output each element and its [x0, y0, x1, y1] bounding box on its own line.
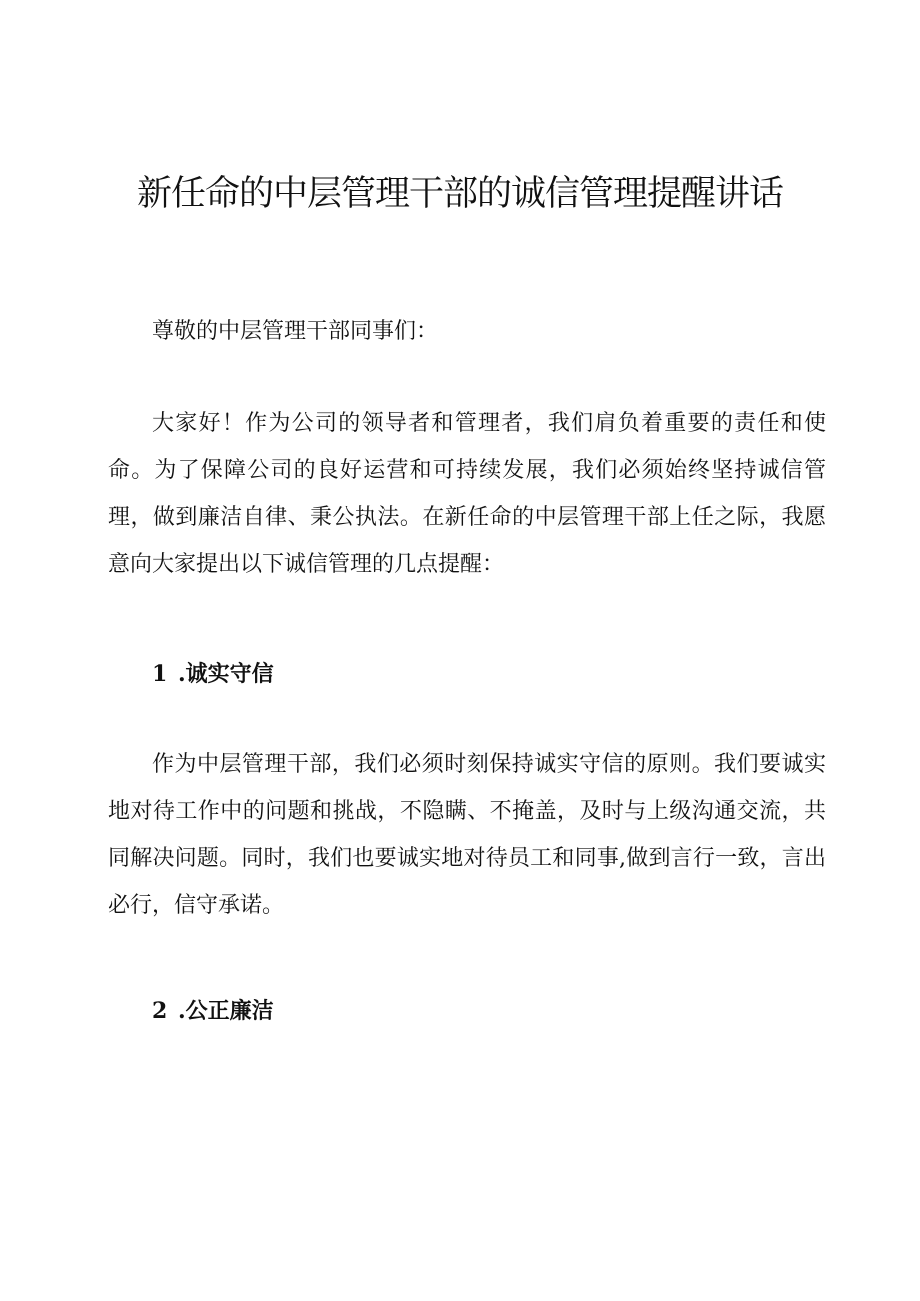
greeting: 尊敬的中层管理干部同事们：	[152, 319, 439, 344]
section-number: 2	[152, 998, 168, 1024]
section-title: .公正廉洁	[178, 998, 274, 1024]
intro-paragraph: 大家好！作为公司的领导者和管理者，我们肩负着重要的责任和使命。为了保障公司的良好运营和可持续发展，我们必须始终坚持诚信管理，做到廉洁自律、秉公执法。在新任命的中层管理干部上任之际，我愿意向大家提出以下诚信管理的几点提醒：	[108, 411, 826, 577]
section-heading-2	[152, 991, 274, 1031]
section-1-paragraph: 作为中层管理干部，我们必须时刻保持诚实守信的原则。我们要诚实地对待工作中的问题和挑战，不隐瞒、不掩盖，及时与上级沟通交流，共同解决问题。同时，我们也要诚实地对待员工和同事,做到言行一致，言出必行，信守承诺。	[108, 752, 826, 918]
section-title: .诚实守信	[178, 661, 274, 687]
section-number: 1	[152, 661, 168, 687]
section-heading-1	[152, 654, 274, 694]
document-title: 新任命的中层管理干部的诚信管理提醒讲话	[136, 174, 783, 214]
